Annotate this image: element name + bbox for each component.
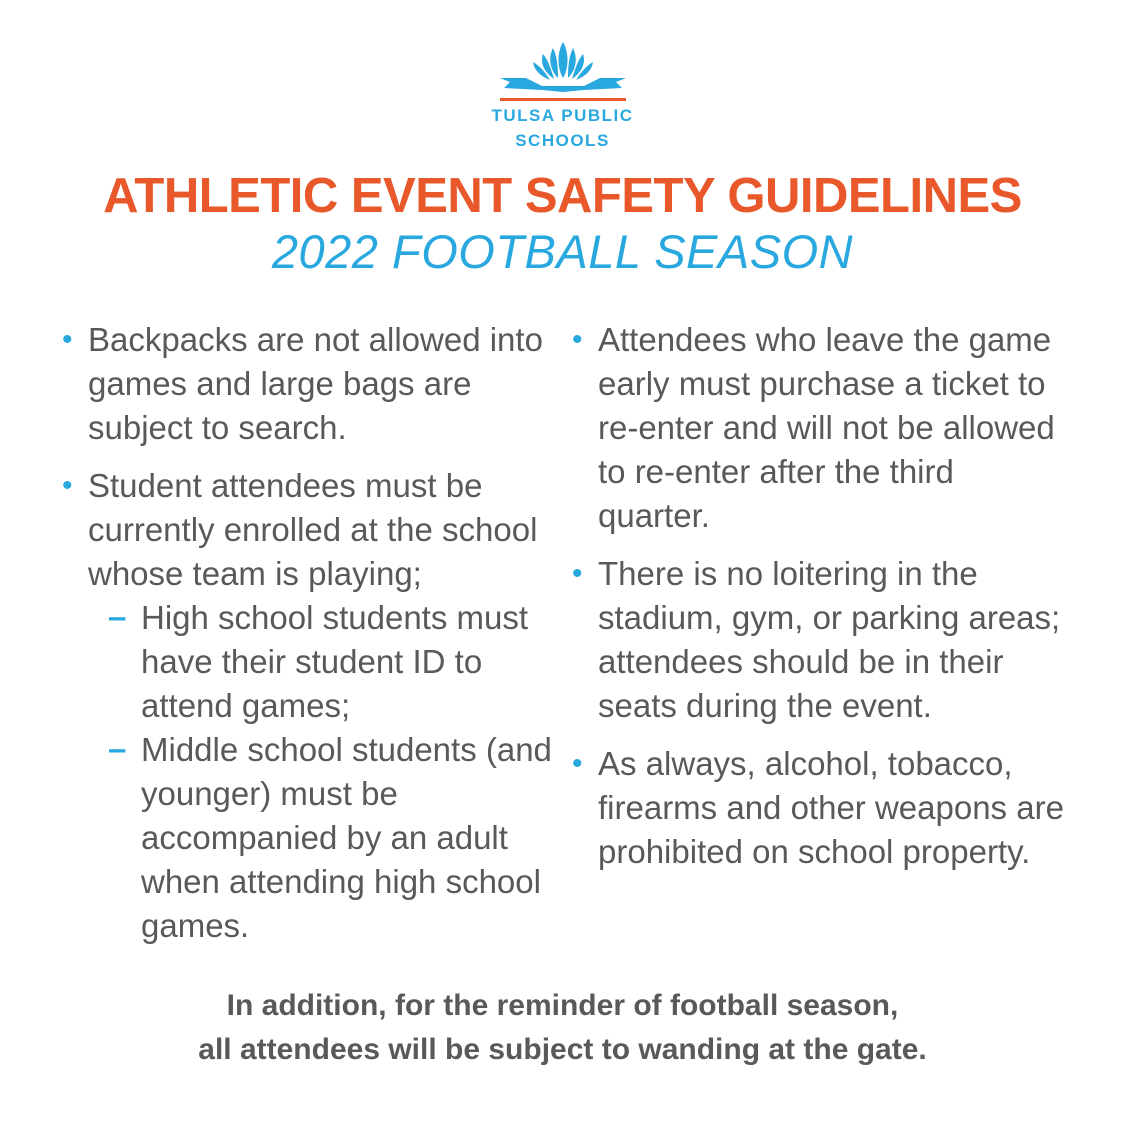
page-title: ATHLETIC EVENT SAFETY GUIDELINES xyxy=(103,169,1022,223)
dash-icon: – xyxy=(108,598,127,635)
guidelines-right-column xyxy=(570,318,1070,888)
logo-line-1: TULSA PUBLIC xyxy=(491,106,634,125)
guideline-prohibited-items xyxy=(570,742,1070,874)
wanding-notice xyxy=(0,984,1125,1072)
guideline-text: There is no loitering in the stadium, gym, or parking areas; attendees should be in their seats during the event. xyxy=(598,555,1061,724)
dash-icon: – xyxy=(108,730,127,767)
guideline-reentry xyxy=(570,318,1070,538)
wanding-notice-line-1: In addition, for the reminder of football season, xyxy=(226,989,899,1022)
bullet-icon: • xyxy=(572,557,583,590)
bullet-icon: • xyxy=(572,323,583,356)
book-lotus-icon xyxy=(498,38,628,94)
bullet-icon: • xyxy=(62,323,73,356)
logo-divider xyxy=(500,98,626,101)
guideline-student-enrollment xyxy=(60,464,555,948)
guideline-text: High school students must have their student ID to attend games; xyxy=(141,599,529,724)
guidelines-left-column xyxy=(60,318,555,962)
guideline-text: Student attendees must be currently enrolled at the school whose team is playing; xyxy=(88,467,538,592)
guideline-text: Middle school students (and younger) must be accompanied by an adult when attending high school games. xyxy=(141,731,552,944)
guideline-text: Attendees who leave the game early must purchase a ticket to re-enter and will not be allowed to re-enter after the third quarter. xyxy=(598,321,1055,534)
guideline-text: Backpacks are not allowed into games and large bags are subject to search. xyxy=(88,321,543,446)
guideline-loitering xyxy=(570,552,1070,728)
school-logo xyxy=(0,38,1125,151)
guideline-backpacks xyxy=(60,318,555,450)
guideline-high-school-id xyxy=(88,596,555,728)
guideline-middle-school-adult xyxy=(88,728,555,948)
page-subtitle: 2022 FOOTBALL SEASON xyxy=(271,225,854,278)
bullet-icon: • xyxy=(62,469,73,502)
logo-line-2: SCHOOLS xyxy=(515,131,610,150)
bullet-icon: • xyxy=(572,747,583,780)
wanding-notice-line-2: all attendees will be subject to wanding at the gate. xyxy=(198,1033,927,1066)
guideline-text: As always, alcohol, tobacco, firearms and other weapons are prohibited on school property. xyxy=(598,745,1064,870)
student-sub-list xyxy=(88,596,555,948)
